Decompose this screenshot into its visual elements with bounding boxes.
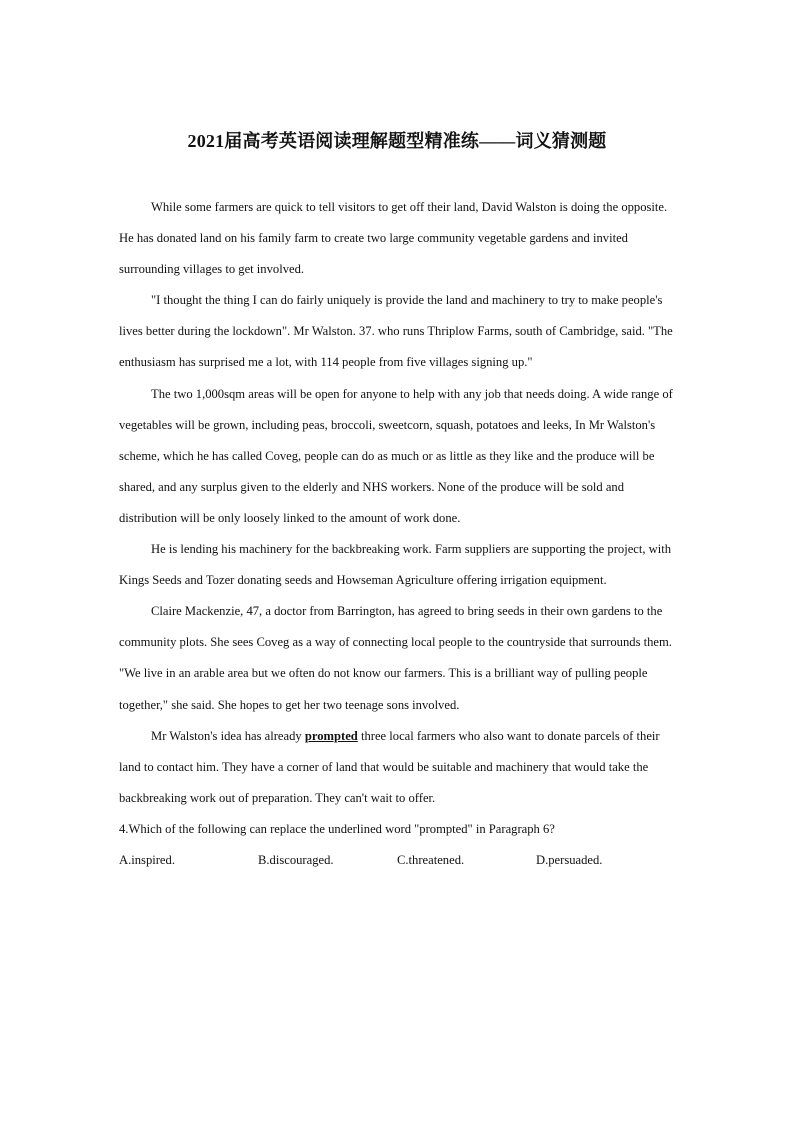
paragraph-6 [119, 721, 677, 814]
question-stem: 4.Which of the following can replace the underlined word "prompted" in Paragraph 6? [119, 821, 555, 836]
option-a[interactable]: A.inspired. [119, 852, 175, 867]
page-title: 2021届高考英语阅读理解题型精准练——词义猜测题 [187, 131, 607, 151]
paragraph-1: While some farmers are quick to tell visitors to get off their land, David Walston is doing the opposite. He has donated land on his family farm to create two large community vegetable gardens and invited surrounding villages to get involved. [119, 200, 668, 277]
paragraph-3: The two 1,000sqm areas will be open for anyone to help with any job that needs doing. A wide range of vegetables will be grown, including peas, broccoli, sweetcorn, squash, potatoes and leeks, In Mr Walston's scheme, which he has called Coveg, people can do as much or as little as they like and the produce will be shared, and any surplus given to the elderly and NHS workers. None of the produce will be sold and distribution will be only loosely linked to the amount of work done. [119, 386, 673, 525]
passage [119, 192, 677, 876]
option-c[interactable]: C.threatened. [397, 852, 465, 867]
option-b[interactable]: B.discouraged. [258, 852, 334, 867]
paragraph-6-before: Mr Walston's idea has already [151, 728, 305, 743]
paragraph-4: He is lending his machinery for the backbreaking work. Farm suppliers are supporting the project, with Kings Seeds and Tozer donating seeds and Howseman Agriculture offering irrigation equipment. [119, 542, 672, 588]
answer-options [119, 845, 677, 876]
paragraph-6-after: three local farmers who also want to donate parcels of their land to contact him. They have a corner of land that would be suitable and machinery that would take the backbreaking work out of preparation. They can't wait to offer. [119, 728, 660, 805]
underlined-word: prompted [304, 728, 358, 743]
paragraph-5: Claire Mackenzie, 47, a doctor from Barrington, has agreed to bring seeds in their own gardens to the community plots. She sees Coveg as a way of connecting local people to the countryside that surrounds them. "We live in an arable area but we often do not know our farmers. This is a brilliant way of pulling people together," she said. She hopes to get her two teenage sons involved. [119, 604, 672, 712]
option-d[interactable]: D.persuaded. [536, 852, 603, 867]
paragraph-2: "I thought the thing I can do fairly uniquely is provide the land and machinery to try to make people's lives better during the lockdown". Mr Walston. 37. who runs Thriplow Farms, south of Cambridge, said. "The enthusiasm has surprised me a lot, with 114 people from five villages signing up." [119, 293, 673, 370]
